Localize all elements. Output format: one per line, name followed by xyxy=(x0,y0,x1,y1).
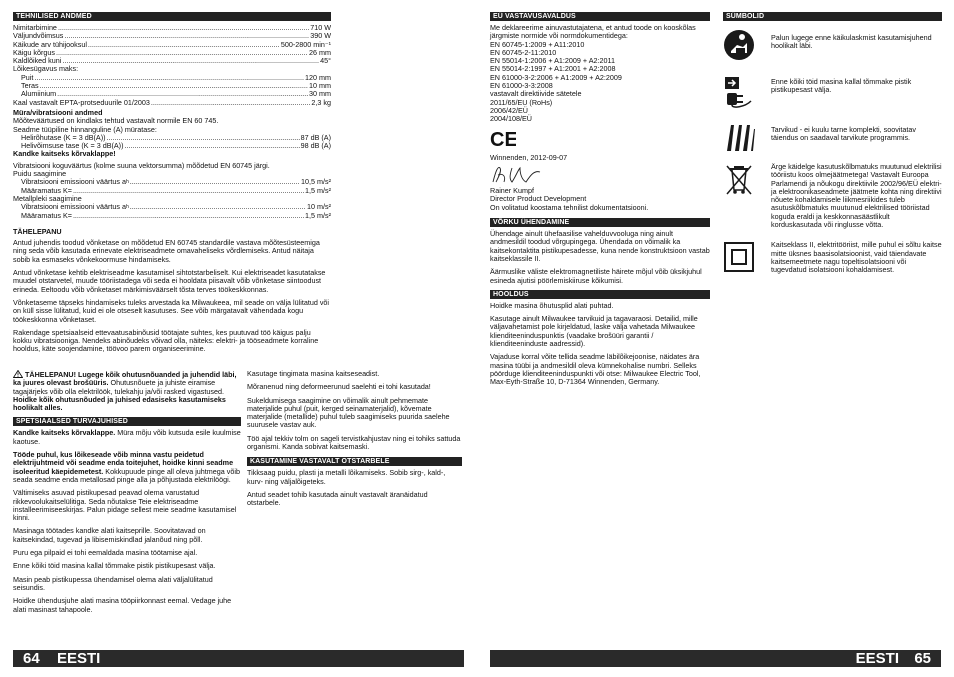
mains-paragraphs xyxy=(490,230,710,285)
safety-ear-bold: Kandke kaitseks kõrvaklappe. xyxy=(13,428,116,438)
vibration-intro: Vibratsiooni koguväärtus (kolme suuna vektorsumma) mõõdetud EN 60745 järgi. xyxy=(13,160,270,170)
spec-row xyxy=(13,49,331,57)
attention-paragraphs xyxy=(13,239,331,354)
symbol-row xyxy=(723,29,942,61)
spec-row xyxy=(13,24,331,32)
middle-paragraph: Töö ajal tekkiv tolm on sageli tervistkahjustav ning ei tohiks sattuda organismi. Kanda sobivat kaitsemaski. xyxy=(247,433,461,452)
signer-name: Rainer Kumpf xyxy=(490,186,534,196)
attention-paragraph: Võnketaseme täpseks hindamiseks tuleks arvestada ka Milwaukeea, mil seade on välja lülitatud või on küll sisse lülitatud, kuid ei ole otseselt kasutuses. See võib märgatavalt vähendada kogu töökeskkonna võnketaset. xyxy=(13,297,330,324)
middle-column xyxy=(247,370,462,513)
svg-text:CE: CE xyxy=(490,129,516,148)
warning-normal: Ohutusnõuete ja juhiste eiramise tagajärjeks võib olla elektrilöök, tulekahju ja/või rasked vigastused. xyxy=(13,378,224,396)
leader-dots xyxy=(124,142,299,150)
leader-dots xyxy=(64,32,309,40)
cut-depth-label: Lõikesügavus maks: xyxy=(13,64,79,74)
spec-value: 10 m/s² xyxy=(307,203,331,212)
symbols-header: SÜMBOLID xyxy=(723,12,942,21)
safety-paragraph: Masin peab pistikupessa ühendamisel olema alati väljalülitatud seisundis. xyxy=(13,574,213,592)
safety-cables-bold: Tööde puhul, kus lõikeseade võib minna vastu peidetud elektrijuhtmeid või seadme enda toitejuhet, hoidke kinni seadme isoleeritud käepidemetest. xyxy=(13,450,234,476)
wood-label: Puidu saagimine xyxy=(13,169,67,179)
middle-paragraphs xyxy=(247,370,462,451)
warning-paragraph xyxy=(13,370,241,412)
safety-ear xyxy=(13,429,241,446)
spec-value: 10,5 m/s² xyxy=(301,178,331,187)
spec-value: 500-2800 min⁻¹ xyxy=(280,40,331,49)
leader-dots xyxy=(34,74,304,82)
right-page-number: 65 xyxy=(914,650,931,667)
leader-dots xyxy=(40,82,308,90)
safety-paragraph: Hoidke ühendusjuhe alati masina tööpiirkonnast eemal. Vedage juhe alati masinast tahapoole. xyxy=(13,596,232,614)
spec-row xyxy=(13,82,331,90)
symbols-column xyxy=(723,12,942,281)
left-page-number: 64 xyxy=(23,650,40,667)
spec-row xyxy=(13,178,331,186)
safety-ear-normal: Müra mõju võib kutsuda esile kuulmise kaotuse. xyxy=(13,428,241,446)
middle-paragraph: Mõranenud ning deformeerunud saelehti ei tohi kasutada! xyxy=(247,382,431,392)
noise-list xyxy=(13,134,331,151)
spec-value: 87 dB (A) xyxy=(300,133,331,142)
spec-value: 390 W xyxy=(310,32,331,41)
leader-dots xyxy=(57,90,308,98)
left-lower-column xyxy=(13,370,241,619)
leader-dots xyxy=(151,99,311,107)
leader-dots xyxy=(62,57,319,65)
safety-cables-normal: Kokkupuude pinge all oleva juhtmega võib seada seadme enda metallosad pinge alla ja põhjustada elektrilöögi. xyxy=(13,466,240,484)
spec-label: Teras xyxy=(21,82,39,91)
safety-paragraphs xyxy=(13,489,241,614)
norm-line: 2004/108/EÜ xyxy=(490,114,532,124)
spec-label: Väljundvõimsus xyxy=(13,32,64,41)
specs-list xyxy=(13,24,331,65)
spec-value: 45° xyxy=(320,57,331,66)
cut-depth-list xyxy=(13,74,331,99)
intended-use-paragraph: Antud seadet tohib kasutada ainult vastavalt äranäidatud otstarbele. xyxy=(247,489,428,508)
symbol-row xyxy=(723,73,942,109)
noise-label: Seadme tüüpiline hinnanguline (A) müratase: xyxy=(13,124,157,134)
intended-use-paragraph: Tikksaag puidu, plasti ja metalli lõikamiseks. Sobib sirg-, kald-, kurv- ning väljalõigeteks. xyxy=(247,468,446,486)
middle-paragraph: Sukeldumisega saagimine on võimalik ainult pehmemate materjalide puhul (puit, kerged seinamaterjalid), kõvemate materjalide (metallide) puhul tuleb saagimiseks puurida saelehe suurusele vastav auk. xyxy=(247,395,450,430)
right-language: EESTI xyxy=(855,650,899,667)
spec-value: 2,3 kg xyxy=(311,98,331,107)
symbol-text: Kaitseklass II, elektritööriist, mille puhul ei sõltu kaitse mitte üksnes baasisolatsioonist, vaid täiendavate kaitsemeetmete nagu topeltisolatsiooni või tugevdatud isolatsiooni kohaldamisest. xyxy=(771,240,942,275)
signature-image xyxy=(490,164,550,186)
leader-dots xyxy=(130,203,306,211)
metal-label: Metallpleki saagimine xyxy=(13,193,82,203)
unplug-icon xyxy=(723,73,755,109)
spec-label: Helivõimsuse tase (K = 3 dB(A)) xyxy=(21,142,124,151)
norm-line: EN 60745-1:2009 + A11:2010 xyxy=(490,39,585,49)
spec-row xyxy=(13,212,331,220)
safety-paragraph: Enne kõiki töid masina kallal tõmmake pistik pistikupesast välja. xyxy=(13,561,216,571)
safety-paragraph: Puru ega pilpaid ei tohi eemaldada masina töötamise ajal. xyxy=(13,548,198,558)
symbol-row xyxy=(723,121,942,153)
mains-header: VÕRKU ÜHENDAMINE xyxy=(490,218,710,227)
spec-value: 26 mm xyxy=(309,48,331,57)
norm-line: 2006/42/EÜ xyxy=(490,105,528,115)
spec-value: 98 dB (A) xyxy=(300,142,331,151)
left-language: EESTI xyxy=(57,650,101,667)
left-footer-bar xyxy=(13,650,464,667)
noise-title: Müra/vibratsiooni andmed xyxy=(13,107,103,117)
ce-mark xyxy=(490,130,710,150)
spec-value: 10 mm xyxy=(309,82,331,91)
weight-row xyxy=(13,99,331,107)
symbol-text: Ärge käidelge kasutuskõlbmatuks muutunud elektrilisi tööriistu koos olmejäätmetega! Vastavalt Euroopa Parlamendi ja nõukogu direktiivile 2002/96/EÜ elektri- ja elektroonikaseadmete jäätmete kohta ning direktiivi nõuete kohaldamisele liikmesriikides tuleb asutuskõlbmatuks muutunud elektrilised tööriistad koguda eraldi ja keskkonnasäästlikult korduskasutada või ringlusse võtta. xyxy=(771,162,942,230)
symbol-text: Tarvikud - ei kuulu tarne komplekti, soovitatav täiendus on saadaval tarvikute programmis. xyxy=(771,125,917,143)
maintenance-header: HOOLDUS xyxy=(490,290,710,299)
signer-title: Director Product Development xyxy=(490,194,587,204)
spec-label: Vibratsiooni emissiooni väärtus a xyxy=(21,178,126,187)
spec-label: Nimitarbimine xyxy=(13,24,57,32)
mains-paragraph: Äärmuslike väliste elektromagnetiliste häirete mõjul võib üksikjuhul esineda ajutisi pöörlemiskiiruse kõikumisi. xyxy=(490,267,702,285)
left-column xyxy=(13,12,331,359)
maintenance-paragraphs xyxy=(490,302,710,387)
spec-label: Alumiinium xyxy=(21,90,57,99)
spec-value: 1,5 m/s² xyxy=(305,186,331,195)
metal-list xyxy=(13,203,331,220)
attention-paragraph: Rakendage spetsiaalseid ettevaatusabinõusid töötajate suhtes, kes puutuvad töö käigus palju kokku vibratsiooniga. Nendeks abinõudeks võivad olla, näiteks: elektri- ja tööseadmete korraline hooldus, käte soojendamine, töövoo parem organiseerimine. xyxy=(13,327,319,354)
norms-list xyxy=(490,41,710,124)
right-footer-bar xyxy=(490,650,941,667)
leader-dots xyxy=(73,212,304,220)
leader-dots xyxy=(130,178,300,186)
spec-row xyxy=(13,41,331,49)
norm-line: 2011/65/EU (RoHs) xyxy=(490,97,553,107)
spec-row xyxy=(13,99,331,107)
spec-label: Helirõhutase (K = 3 dB(A)) xyxy=(21,133,106,142)
eu-intro: Me deklareerime ainuvastutajatena, et antud toode on kooskõlas järgmiste normide või normdokumentidega: xyxy=(490,23,696,41)
spec-label: Määramatus K= xyxy=(21,211,72,220)
spec-value: 1,5 m/s² xyxy=(305,211,331,220)
warning-keep: Hoidke kõik ohutusnõuded ja juhised edasiseks kasutamiseks hoolikalt alles. xyxy=(13,394,226,413)
noise-intro: Mõõteväärtused on kindlaks tehtud vastavalt normile EN 60 745. xyxy=(13,116,219,126)
norm-line: EN 55014-1:2006 + A1:2009 + A2:2011 xyxy=(490,56,615,66)
safety-paragraph: Vältimiseks asuvad pistikupesad peavad olema varustatud rikkevoolukaitselülitiga. Seda nõutakse Teie elektriseadme installeerimiseeskirjas. Palun pidage sellest meie seadme kasutamisel kinni. xyxy=(13,488,237,523)
spec-label: Määramatus K= xyxy=(21,186,72,195)
symbol-text: Palun lugege enne käikulaskmist kasutamisjuhend hoolikalt läbi. xyxy=(771,33,932,51)
maintenance-paragraph: Vajaduse korral võite tellida seadme läbilõikejoonise, näidates ära masina tüübi ja andmesildil oleva kümnekohalise numbri. Selleks pöörduge klienditeeninduspunkti või otse: Milwaukee Electric Tool, Max-Eyth-Straße 10, D-71364 Winnenden, Germany. xyxy=(490,352,701,387)
spec-row xyxy=(13,74,331,82)
spec-row xyxy=(13,32,331,40)
eu-declaration-header: EÜ VASTAVUSAVALDUS xyxy=(490,12,710,21)
spec-row xyxy=(13,90,331,98)
spec-subscript: h xyxy=(125,204,129,211)
symbol-text: Enne kõiki töid masina kallal tõmmake pistik pistikupesast välja. xyxy=(771,77,912,95)
authorized-note: On volitatud koostama tehnilist dokumentatsiooni. xyxy=(490,202,649,212)
norm-line: EN 61000-3-2:2006 + A1:2009 + A2:2009 xyxy=(490,72,622,82)
mains-paragraph: Ühendage ainult ühefaasilise vahelduvvooluga ning ainult andmesildil toodud võrgupingega. Ühendada on võimalik ka kaitsekontaktita pistikupesadesse, kuna nende konstruktsioon vastab kaitseklassile II. xyxy=(490,229,710,263)
place-date: Winnenden, 2012-09-07 xyxy=(490,152,568,162)
saw-blades-icon xyxy=(723,121,755,153)
attention-paragraph: Antud võnketase kehtib elektriseadme kasutamisel sihtotstarbeliselt. Kui elektriseadet kasutatakse muudel otstarvetel, muude tööriistadega või seda ei hooldata piisavalt võib võnketase siintoodust erineda. Eeltoodu võib võnketaset märkimisväärselt tõsta terves töökeskkonnas. xyxy=(13,268,326,294)
leader-dots xyxy=(88,41,280,49)
norm-line: EN 60745-2-11:2010 xyxy=(490,47,557,57)
norm-line: EN 55014-2:1997 + A1:2001 + A2:2008 xyxy=(490,64,616,74)
attention-paragraph: Antud juhendis toodud võnketase on mõõdetud EN 60745 standardile vastava mõõtesüsteemiga ning seda võib kasutada erinevate elektriseadmete omavaheliseks võrdlemiseks. Antud näitaja sobib ka esmaseks võnkekoormuse hindamiseks. xyxy=(13,238,320,264)
spec-label: Käigu kõrgus xyxy=(13,48,55,57)
ear-protect-note: Kandke kaitseks kõrvaklappe! xyxy=(13,149,116,159)
tech-data-header: TEHNILISED ANDMED xyxy=(13,12,331,21)
intended-use-paragraphs xyxy=(247,469,462,507)
spec-row xyxy=(13,134,331,142)
spec-subscript: h xyxy=(125,179,129,186)
maintenance-paragraph: Hoidke masina õhutusplid alati puhtad. xyxy=(490,300,614,310)
spec-value: 120 mm xyxy=(305,73,331,82)
warning-bold: TÄHELEPANU! Lugege kõik ohutusnõuanded ja juhendid läbi, ka juures olevast brošüüris. xyxy=(13,370,237,388)
wood-list xyxy=(13,178,331,195)
maintenance-paragraph: Kasutage ainult Milwaukee tarvikuid ja tagavaraosi. Detailid, mille väljavahetamist pole kirjeldatud, laske välja vahetada Milwaukee klienditeeninduspunktis (vaadake brošüüri garantii / klienditeeninduste aadressid). xyxy=(490,314,698,349)
intended-use-header: KASUTAMINE VASTAVALT OTSTARBELE xyxy=(247,457,462,466)
norm-line: vastavalt direktiivide sätetele xyxy=(490,89,582,99)
leader-dots xyxy=(107,134,300,142)
spec-label: Puit xyxy=(21,73,34,82)
symbol-row xyxy=(723,241,942,274)
attention-title: TÄHELEPANU xyxy=(13,226,62,236)
spec-value: 710 W xyxy=(310,24,331,32)
middle-paragraph: Kasutage tingimata masina kaitseseadist. xyxy=(247,369,380,378)
safety-paragraph: Masinaga töötades kandke alati kaitseprille. Soovitatavad on kaitsekindad, tugevad ja libisemiskindlad jalanõud ning põll. xyxy=(13,526,206,544)
weee-bin-icon xyxy=(723,163,755,195)
class-ii-icon xyxy=(723,241,755,273)
declaration-column xyxy=(490,12,710,392)
read-manual-icon xyxy=(723,29,755,61)
leader-dots xyxy=(58,24,309,32)
leader-dots xyxy=(56,49,308,57)
symbol-row xyxy=(723,163,942,229)
spec-value: 30 mm xyxy=(309,90,331,99)
spec-label: Käikude arv tühijooksul xyxy=(13,40,87,49)
spec-label: Vibratsiooni emissiooni väärtus a xyxy=(21,203,126,212)
spec-label: Kaldlõiked kuni xyxy=(13,57,62,66)
spec-row xyxy=(13,203,331,211)
spec-label: Kaal vastavalt EPTA-protseduurile 01/2003 xyxy=(13,98,150,107)
leader-dots xyxy=(73,187,304,195)
norm-line: EN 61000-3-3:2008 xyxy=(490,81,553,91)
safety-header: SPETSIAALSED TURVAJUHISED xyxy=(13,417,241,426)
safety-cables xyxy=(13,451,241,484)
